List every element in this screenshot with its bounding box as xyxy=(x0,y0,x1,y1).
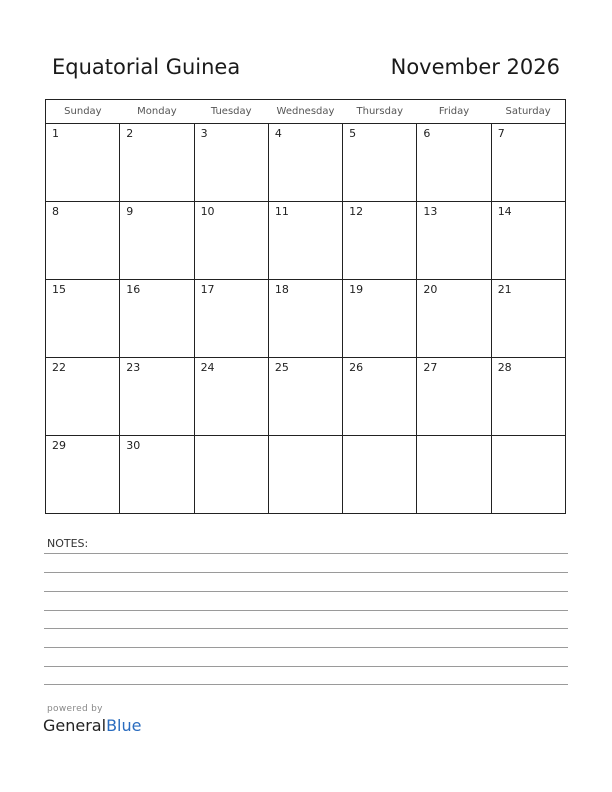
day-number: 12 xyxy=(349,205,364,218)
day-number: 2 xyxy=(126,127,134,140)
generalblue-logo[interactable] xyxy=(43,716,141,735)
day-cell[interactable] xyxy=(194,358,268,436)
day-cell[interactable] xyxy=(46,202,120,280)
week-row-1 xyxy=(46,124,566,202)
weekday-wednesday: Wednesday xyxy=(268,100,342,124)
day-cell[interactable] xyxy=(343,202,417,280)
day-cell[interactable] xyxy=(46,436,120,514)
weekday-monday: Monday xyxy=(120,100,194,124)
day-cell-empty xyxy=(491,436,565,514)
day-number: 3 xyxy=(200,127,208,140)
weekday-thursday: Thursday xyxy=(343,100,417,124)
day-cell[interactable] xyxy=(268,124,342,202)
day-cell[interactable] xyxy=(120,436,194,514)
day-cell[interactable] xyxy=(268,358,342,436)
week-row-3 xyxy=(46,280,566,358)
week-row-2 xyxy=(46,202,566,280)
brand-general-text: General xyxy=(43,716,107,735)
day-number: 23 xyxy=(126,361,141,374)
day-number: 18 xyxy=(274,283,289,296)
day-cell[interactable] xyxy=(417,124,491,202)
day-cell-empty xyxy=(417,436,491,514)
month-title: November 2026 xyxy=(390,55,560,79)
day-cell[interactable] xyxy=(343,358,417,436)
calendar-grid xyxy=(45,99,566,514)
day-number: 20 xyxy=(423,283,438,296)
day-number: 15 xyxy=(52,283,66,296)
day-number: 1 xyxy=(52,127,59,140)
day-cell[interactable] xyxy=(120,358,194,436)
day-cell[interactable] xyxy=(46,280,120,358)
notes-label: NOTES: xyxy=(47,537,89,550)
day-number xyxy=(417,436,490,439)
day-number: 30 xyxy=(126,439,141,452)
day-number xyxy=(492,436,565,439)
weekday-friday: Friday xyxy=(417,100,491,124)
brand-blue-text: Blue xyxy=(106,716,142,735)
country-title: Equatorial Guinea xyxy=(52,55,241,79)
weekday-saturday: Saturday xyxy=(491,100,565,124)
day-cell[interactable] xyxy=(417,358,491,436)
day-number: 9 xyxy=(126,205,134,218)
day-cell[interactable] xyxy=(491,280,565,358)
day-cell[interactable] xyxy=(491,124,565,202)
day-number: 10 xyxy=(200,205,215,218)
day-cell[interactable] xyxy=(491,202,565,280)
day-number: 19 xyxy=(349,283,364,296)
day-cell[interactable] xyxy=(46,358,120,436)
day-number: 25 xyxy=(274,361,289,374)
day-number: 14 xyxy=(497,205,512,218)
note-line xyxy=(44,666,568,667)
note-line xyxy=(44,553,568,554)
day-cell[interactable] xyxy=(417,280,491,358)
day-number: 27 xyxy=(423,361,438,374)
day-number: 28 xyxy=(497,361,512,374)
day-cell[interactable] xyxy=(343,280,417,358)
day-cell-empty xyxy=(343,436,417,514)
note-line xyxy=(44,647,568,648)
day-number: 26 xyxy=(349,361,364,374)
day-number: 7 xyxy=(497,127,505,140)
day-number: 6 xyxy=(423,127,431,140)
note-line xyxy=(44,591,568,592)
day-cell[interactable] xyxy=(417,202,491,280)
day-cell[interactable] xyxy=(268,202,342,280)
weekday-sunday: Sunday xyxy=(46,100,120,124)
weekday-header-row xyxy=(46,100,566,124)
day-number: 17 xyxy=(200,283,215,296)
powered-by-text: powered by xyxy=(47,704,103,714)
day-number: 29 xyxy=(52,439,66,452)
day-number: 11 xyxy=(274,205,289,218)
day-number: 24 xyxy=(200,361,215,374)
day-cell[interactable] xyxy=(491,358,565,436)
day-cell-empty xyxy=(268,436,342,514)
day-cell[interactable] xyxy=(194,124,268,202)
week-row-4 xyxy=(46,358,566,436)
day-cell[interactable] xyxy=(343,124,417,202)
day-cell[interactable] xyxy=(120,280,194,358)
day-number: 8 xyxy=(52,205,59,218)
day-cell[interactable] xyxy=(268,280,342,358)
day-number: 22 xyxy=(52,361,66,374)
day-number: 13 xyxy=(423,205,438,218)
note-line xyxy=(44,572,568,573)
day-number xyxy=(343,436,416,439)
day-cell-empty xyxy=(194,436,268,514)
week-row-5 xyxy=(46,436,566,514)
day-cell[interactable] xyxy=(194,280,268,358)
day-number: 16 xyxy=(126,283,141,296)
note-line xyxy=(44,628,568,629)
day-cell[interactable] xyxy=(194,202,268,280)
day-number: 21 xyxy=(497,283,512,296)
weekday-tuesday: Tuesday xyxy=(194,100,268,124)
note-line xyxy=(44,684,568,685)
day-cell[interactable] xyxy=(46,124,120,202)
day-cell[interactable] xyxy=(120,202,194,280)
day-number: 5 xyxy=(349,127,357,140)
day-cell[interactable] xyxy=(120,124,194,202)
day-number xyxy=(269,436,342,439)
day-number: 4 xyxy=(274,127,282,140)
note-line xyxy=(44,610,568,611)
day-number xyxy=(195,436,268,439)
